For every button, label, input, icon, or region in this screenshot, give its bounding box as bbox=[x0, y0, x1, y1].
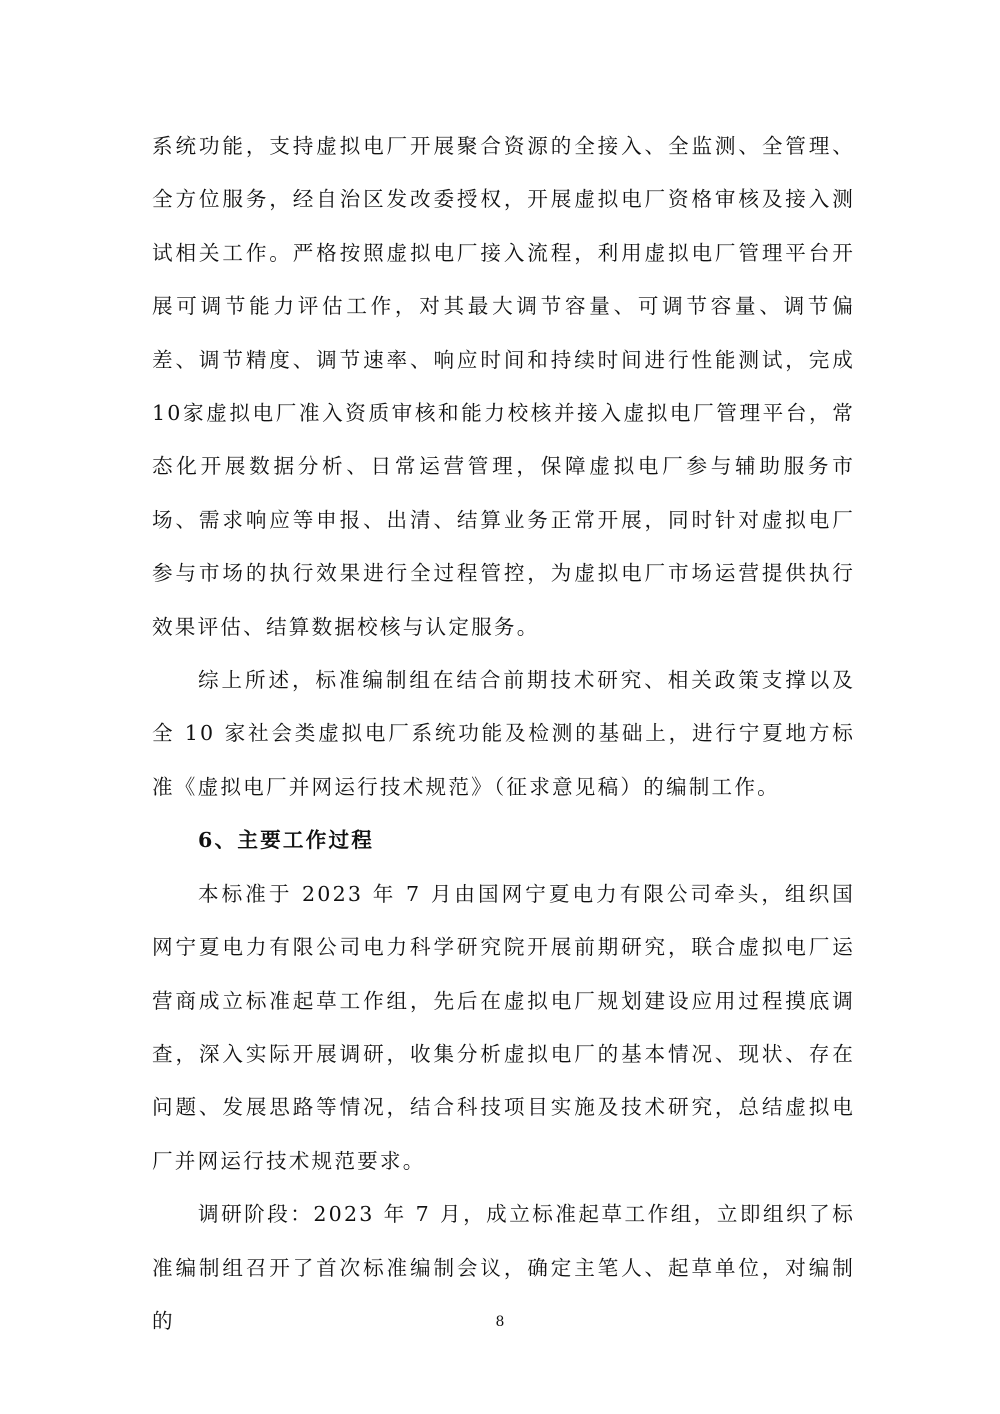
body-paragraph: 系统功能，支持虚拟电厂开展聚合资源的全接入、全监测、全管理、全方位服务，经自治区发改委授权，开展虚拟电厂资格审核及接入测试相关工作。严格按照虚拟电厂接入流程，利用虚拟电厂管理平台开展可调节能力评估工作，对其最大调节容量、可调节容量、调节偏差、调节精度、调节速率、响应时间和持续时间进行性能测试，完成10家虚拟电厂准入资质审核和能力校核并接入虚拟电厂管理平台，常态化开展数据分析、日常运营管理，保障虚拟电厂参与辅助服务市场、需求响应等申报、出清、结算业务正常开展，同时针对虚拟电厂参与市场的执行效果进行全过程管控，为虚拟电厂市场运营提供执行效果评估、结算数据校核与认定服务。 bbox=[152, 134, 855, 639]
document-body bbox=[152, 120, 855, 1348]
body-paragraph: 本标准于 2023 年 7 月由国网宁夏电力有限公司牵头，组织国网宁夏电力有限公司电力科学研究院开展前期研究，联合虚拟电厂运营商成立标准起草工作组，先后在虚拟电厂规划建设应用过程摸底调查，深入实际开展调研，收集分析虚拟电厂的基本情况、现状、存在问题、发展思路等情况，结合科技项目实施及技术研究，总结虚拟电厂并网运行技术规范要求。 bbox=[152, 881, 855, 1173]
body-paragraph: 调研阶段：2023 年 7 月，成立标准起草工作组，立即组织了标准编制组召开了首次标准编制会议，确定主笔人、起草单位，对编制的 bbox=[152, 1202, 855, 1333]
page-number: 8 bbox=[495, 1314, 505, 1330]
section-heading: 6、主要工作过程 bbox=[198, 828, 375, 853]
body-paragraph: 综上所述，标准编制组在结合前期技术研究、相关政策支撑以及全 10 家社会类虚拟电厂系统功能及检测的基础上，进行宁夏地方标准《虚拟电厂并网运行技术规范》（征求意见稿）的编制工作。 bbox=[152, 668, 855, 799]
